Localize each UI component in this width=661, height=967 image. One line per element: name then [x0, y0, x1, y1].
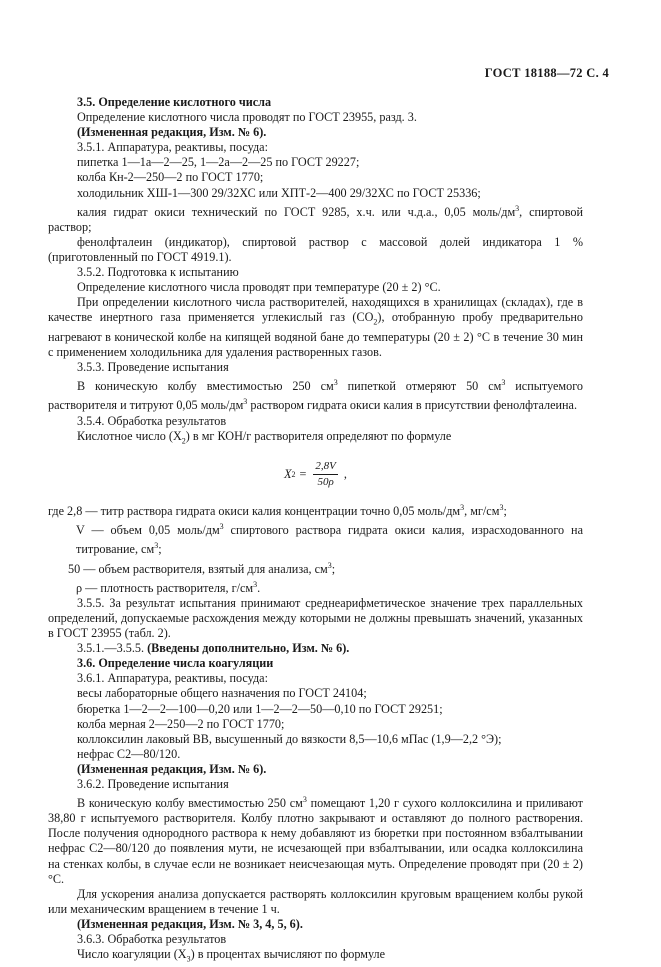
paragraph: В коническую колбу вместимостью 250 $см^3$ пипеткой отмеряют 50 $см^3$ испытуемого растворителя и титруют 0,05 моль/$дм^3$ раствором гидрата окиси калия в присутствии фенолфталеина.: [48, 378, 584, 413]
section-3-5-title: 3.5. Определение кислотного числа: [77, 95, 272, 109]
list-item: пипетка 1—1а—2—25, 1—2а—2—25 по ГОСТ 29227;: [77, 155, 360, 170]
list-item: колба мерная 2—250—2 по ГОСТ 1770;: [77, 716, 285, 731]
clause-3-6-1: 3.6.1. Аппаратура, реактивы, посуда:: [77, 671, 268, 686]
formula-acid-number: X 2 = $\frac{2,8V}{50\rho}$ ,: [48, 448, 583, 500]
amendment-note: (Измененная редакция, Изм. № 6).: [77, 761, 267, 776]
paragraph: Кислотное число $(X_2)$ в мг КОН/г растворителя определяют по формуле: [77, 428, 452, 446]
document-body: [48, 95, 583, 967]
paragraph: Для ускорения анализа допускается растворять коллоксилин круговым вращением колбы рукой или механическим вращением в течение 1 ч.: [48, 886, 583, 916]
paragraph: Определение кислотного числа проводят при температуре (20 ± 2) °С.: [77, 280, 441, 295]
clause-3-5-5: 3.5.5. За результат испытания принимают среднеарифметическое значение трех параллельных определений, допускаемые расхождения между которыми не должны превышать значений, указанных в ГОСТ 23955 (табл. 2).: [48, 595, 583, 641]
list-item: коллоксилин лаковый ВВ, высушенный до вязкости 8,5—10,6 мПас (1,9—2,2 °Э);: [77, 731, 502, 746]
list-item: колба Кн-2—250—2 по ГОСТ 1770;: [77, 170, 264, 185]
clause-3-5-4: 3.5.4. Обработка результатов: [77, 413, 227, 428]
paragraph: При определении кислотного числа растворителей, находящихся в хранилищах (складах), где в качестве инертного газа применяется углекислый газ $(СО_2)$, отобранную пробу предварительно нагревают в конической колбе на кипящей водяной бане до температуры (20 ± 2) °С в течение 30 мин с применением холодильника для удаления растворенных газов.: [48, 295, 583, 359]
paragraph: где 2,8 — титр раствора гидрата окиси калия концентрации точно 0,05 моль/$дм^3$, $мг/см^3$;: [48, 503, 507, 519]
list-item: бюретка 1—2—2—100—0,20 или 1—2—2—50—0,10 по ГОСТ 29251;: [77, 701, 443, 716]
paragraph: Определение кислотного числа проводят по ГОСТ 23955, разд. 3.: [77, 110, 417, 125]
paragraph: Число коагуляции $(X_3)$ в процентах вычисляют по формуле: [77, 947, 386, 964]
clause-3-5-2: 3.5.2. Подготовка к испытанию: [77, 265, 239, 280]
amendment-note: (Измененная редакция, Изм. № 6).: [77, 125, 267, 140]
clause-3-6-2: 3.6.2. Проведение испытания: [77, 777, 229, 792]
amendment-note: 3.5.1.—3.5.5. (Введены дополнительно, Изм. № 6).: [77, 641, 350, 656]
clause-3-5-3: 3.5.3. Проведение испытания: [77, 360, 229, 375]
variable-definition: 50 — объем растворителя, взятый для анализа, $см^3$;: [68, 560, 336, 576]
clause-3-6-3: 3.6.3. Обработка результатов: [77, 932, 227, 947]
list-item: весы лабораторные общего назначения по ГОСТ 24104;: [77, 686, 367, 701]
section-3-6-title: 3.6. Определение числа коагуляции: [77, 656, 274, 671]
paragraph: В коническую колбу вместимостью 250 $см^3$ помещают 1,20 г сухого коллоксилина и приливают 38,80 г испытуемого растворителя. Колбу плотно закрывают и оставляют до полного растворения. После получения однородного раствора к нему добавляют из бюретки при постоянном взбалтывании нефрас С2—80/120 до появления мути, не исчезающей при взбалтывании, или осадка коллоксилина на стенках колбы, в случае если не возникает неисчезающая муть. Определение проводят при (20 ± 2) °С.: [48, 795, 583, 886]
formula-fraction: $\frac{2,8V}{50\rho}$: [315, 459, 336, 488]
list-item: фенолфталеин (индикатор), спиртовой раствор с массовой долей индикатора 1 % (приготовленный по ГОСТ 4919.1).: [48, 234, 583, 264]
variable-definition: V — объем 0,05 моль/$дм^3$ спиртового раствора гидрата окиси калия, израсходованного на титрование, $см^3$;: [76, 522, 583, 557]
clause-3-5-1: 3.5.1. Аппаратура, реактивы, посуда:: [77, 140, 268, 155]
list-item: холодильник ХШ-1—300 29/32ХС или ХПТ-2—400 29/32ХС по ГОСТ 25336;: [77, 185, 481, 200]
page-header: ГОСТ 18188—72 С. 4: [484, 66, 609, 80]
amendment-note: (Измененная редакция, Изм. № 3, 4, 5, 6).: [77, 916, 303, 931]
variable-definition: ρ — плотность растворителя, $г/см^3$.: [76, 579, 261, 595]
list-item: нефрас С2—80/120.: [77, 746, 181, 761]
list-item: калия гидрат окиси технический по ГОСТ 9285, х.ч. или ч.д.а., 0,05 моль/$дм^3$, спиртовой раствор;: [48, 203, 583, 234]
